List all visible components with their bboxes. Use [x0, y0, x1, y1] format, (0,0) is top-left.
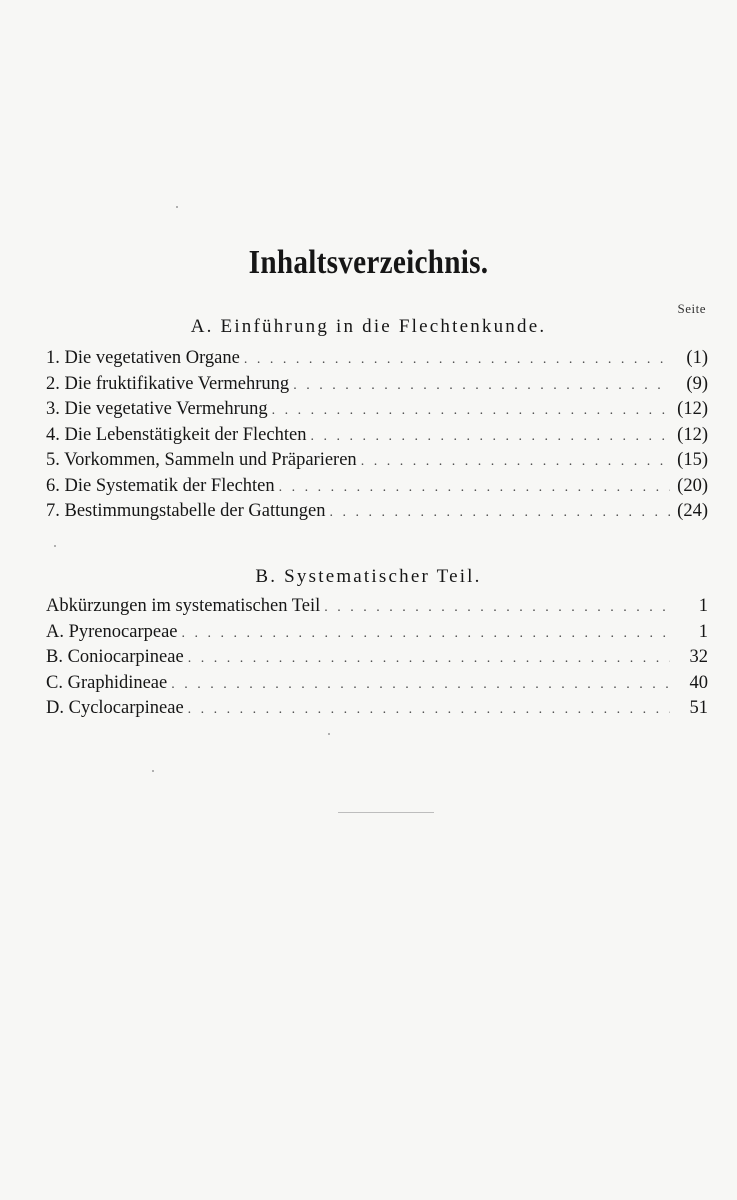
toc-entry-page: (20)	[677, 475, 708, 496]
scan-speck	[54, 545, 56, 547]
toc-entry-text: 6. Die Systematik der Flechten	[46, 475, 275, 496]
toc-entry-page: 40	[689, 672, 708, 693]
section-a-heading: A. Einführung in die Flechtenkunde.	[190, 316, 547, 337]
toc-entry	[46, 450, 708, 476]
toc-section-a	[46, 348, 708, 527]
section-b-heading: B. Systematischer Teil.	[255, 566, 482, 587]
toc-entry	[46, 348, 708, 374]
toc-entry-text: 3. Die vegetative Vermehrung	[46, 399, 268, 419]
toc-entry-page: (15)	[677, 450, 708, 470]
dot-leader	[330, 505, 671, 521]
toc-section-b	[46, 596, 708, 724]
toc-entry-text: B. Coniocarpineae	[46, 647, 184, 667]
dot-leader	[182, 626, 671, 642]
page-column-label: Seite	[677, 301, 706, 316]
dot-leader	[279, 480, 670, 496]
dot-leader	[293, 378, 670, 394]
toc-entry	[46, 698, 708, 724]
toc-entry-page: 51	[689, 698, 708, 718]
toc-entry	[46, 374, 708, 400]
scan-speck	[328, 733, 330, 735]
dot-leader	[272, 403, 670, 419]
dot-leader	[188, 702, 670, 718]
scan-speck	[152, 770, 154, 772]
toc-entry-page: (9)	[686, 373, 708, 394]
page-title: Inhaltsverzeichnis.	[248, 244, 489, 281]
dot-leader	[188, 651, 670, 667]
toc-entry	[46, 501, 708, 527]
toc-entry	[46, 622, 708, 648]
dot-leader	[244, 352, 670, 368]
toc-entry-text: 5. Vorkommen, Sammeln und Präparieren	[46, 450, 357, 470]
dot-leader	[171, 677, 670, 693]
toc-entry-page: (1)	[686, 348, 708, 368]
toc-entry-text: Abkürzungen im systematischen Teil	[46, 596, 321, 616]
toc-entry-page: (24)	[677, 501, 708, 521]
toc-entry-text: C. Graphidineae	[46, 672, 168, 693]
toc-entry-page: 1	[698, 621, 708, 642]
dot-leader	[361, 454, 670, 470]
toc-entry	[46, 673, 708, 699]
toc-entry	[46, 425, 708, 451]
toc-entry-page: 32	[689, 647, 708, 667]
toc-entry-text: 4. Die Lebenstätigkeit der Flechten	[46, 424, 307, 445]
toc-entry	[46, 476, 708, 502]
toc-entry-text: A. Pyrenocarpeae	[46, 621, 178, 642]
toc-entry-page: (12)	[677, 399, 708, 419]
toc-entry	[46, 647, 708, 673]
decorative-rule	[338, 812, 434, 813]
toc-entry-text: 7. Bestimmungstabelle der Gattungen	[46, 501, 326, 521]
toc-entry-text: 1. Die vegetativen Organe	[46, 348, 240, 368]
toc-entry-text: D. Cyclocarpineae	[46, 698, 184, 718]
toc-entry-page: (12)	[677, 424, 708, 445]
dot-leader	[310, 429, 670, 445]
scan-speck	[176, 206, 178, 208]
toc-entry	[46, 399, 708, 425]
toc-entry-page: 1	[698, 596, 708, 616]
toc-entry	[46, 596, 708, 622]
toc-entry-text: 2. Die fruktifikative Vermehrung	[46, 373, 290, 394]
dot-leader	[324, 600, 670, 616]
